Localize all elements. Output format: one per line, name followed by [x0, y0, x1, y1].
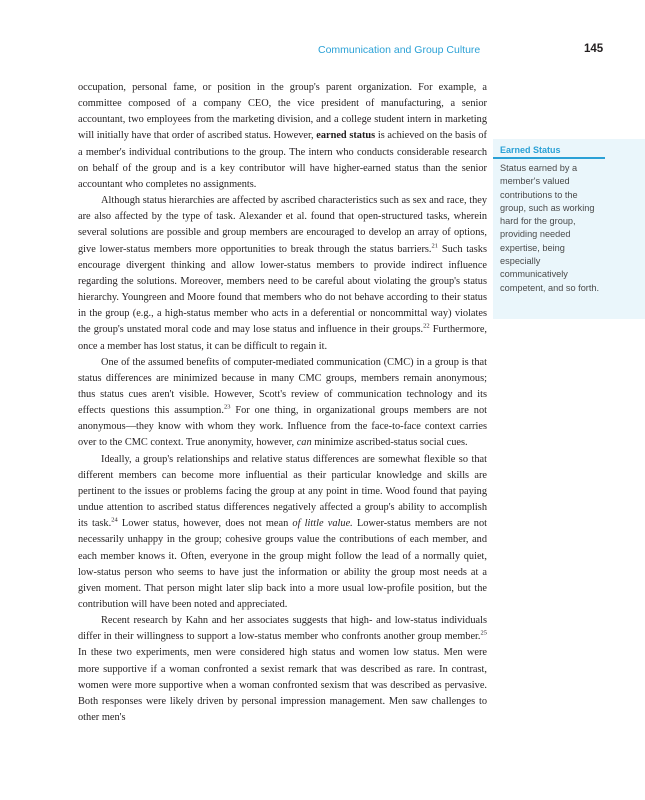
- key-term-earned-status: earned status: [316, 130, 376, 142]
- paragraph-3: One of the assumed benefits of computer-mediated communication (CMC) in a group is that status differences are minimized because in many CMC groups, members remain anonymous; thus status cues aren't visible. However, Scott's review of communication technology and its effects questions this assumption.$^{23}$ For one thing, in organizational groups members are not anonymous—they know with whom they work. Influence from the face-to-face context carries over to the CMC context. True anonymity, however, can minimize ascribed-status social cues.: [78, 356, 487, 449]
- paragraph-4: Ideally, a group's relationships and relative status differences are somewhat flexible so that different members can become more influential as their particular knowledge and skills are pertinent to the issues or problems facing the group at any point in time. Wood found that paying undue attention to ascribed status differences negatively affected a group's ability to accomplish its task.$^{24}$ Lower status, however, does not mean of little value. Lower-status members are not necessarily unhappy in the group; cohesive groups value the contributions of each member, and each member knows it. Often, everyone in the group might follow the lead of a normally quiet, low-status person who seems to have just the information or ability the group most needs at a given moment. That person might later slip back into a more usual low-profile position, but the contribution will have been noted and appreciated.: [78, 453, 488, 610]
- footnote-ref: 25: [480, 629, 487, 637]
- footnote-ref: 24: [111, 516, 118, 524]
- footnote-ref: 21: [431, 242, 439, 250]
- emphasis: can: [296, 437, 312, 449]
- margin-note-definition: Status earned by a member's valued contributions to the group, such as working hard for the group, providing needed expertise, being especially communicatively competent, and so forth.: [500, 163, 600, 293]
- paragraph-2: Although status hierarchies are affected by ascribed characteristics such as sex and race, they are also affected by the type of task. Alexander et al. found that open-structured tasks, wherein several solutions are possible and group members are encouraged to develop an array of options, give lower-status members more opportunities to break through the status barriers.$^{21}$ Such tasks encourage divergent thinking and allow lower-status members to provide indirect influence regarding the solutions. Moreover, members need to be careful about violating the group's status hierarchy. Youngreen and Moore found that members who do not behave according to their status in the group (e.g., a high-status member who acts in a deferential or noncommittal way) violates the group's unstated moral code and may lose status and influence in their groups.$^{22}$ Furthermore, once a member has lost status, it can be difficult to regain it.: [78, 195, 487, 352]
- footnote-ref: 23: [223, 403, 231, 411]
- margin-note-rule: [493, 157, 605, 159]
- margin-note-term: Earned Status: [500, 145, 561, 155]
- paragraph-5: Recent research by Kahn and her associates suggests that high- and low-status individuals differ in their willingness to support a low-status member who confronts another group member.$^{25}$ In these two experiments, men were considered high status and women low status. Men were more supportive if a woman confronted a sexist remark that was described as rare. In contrast, women were more supportive when a woman confronted sexism that was described as pervasive. Both responses were likely driven by personal impression management. Men saw challenges to other men's: [78, 615, 487, 724]
- running-header-title: Communication and Group Culture: [318, 44, 481, 56]
- emphasis: of little value.: [292, 518, 353, 530]
- body-text: [78, 80, 487, 726]
- paragraph-1: occupation, personal fame, or position in the group's parent organization. For example, a committee composed of a company CEO, the vice president of manufacturing, a senior accountant, two employees from the marketing division, and a college student intern in marketing will initially have that order of ascribed status. However, earned status is achieved on the basis of a member's individual contributions to the group. The intern who conducts considerable research on behalf of the group and is a key contributor will have higher-earned status than the senior accountant who completes no assignments.: [78, 82, 488, 190]
- page-number: 145: [584, 43, 604, 55]
- footnote-ref: 22: [423, 322, 430, 330]
